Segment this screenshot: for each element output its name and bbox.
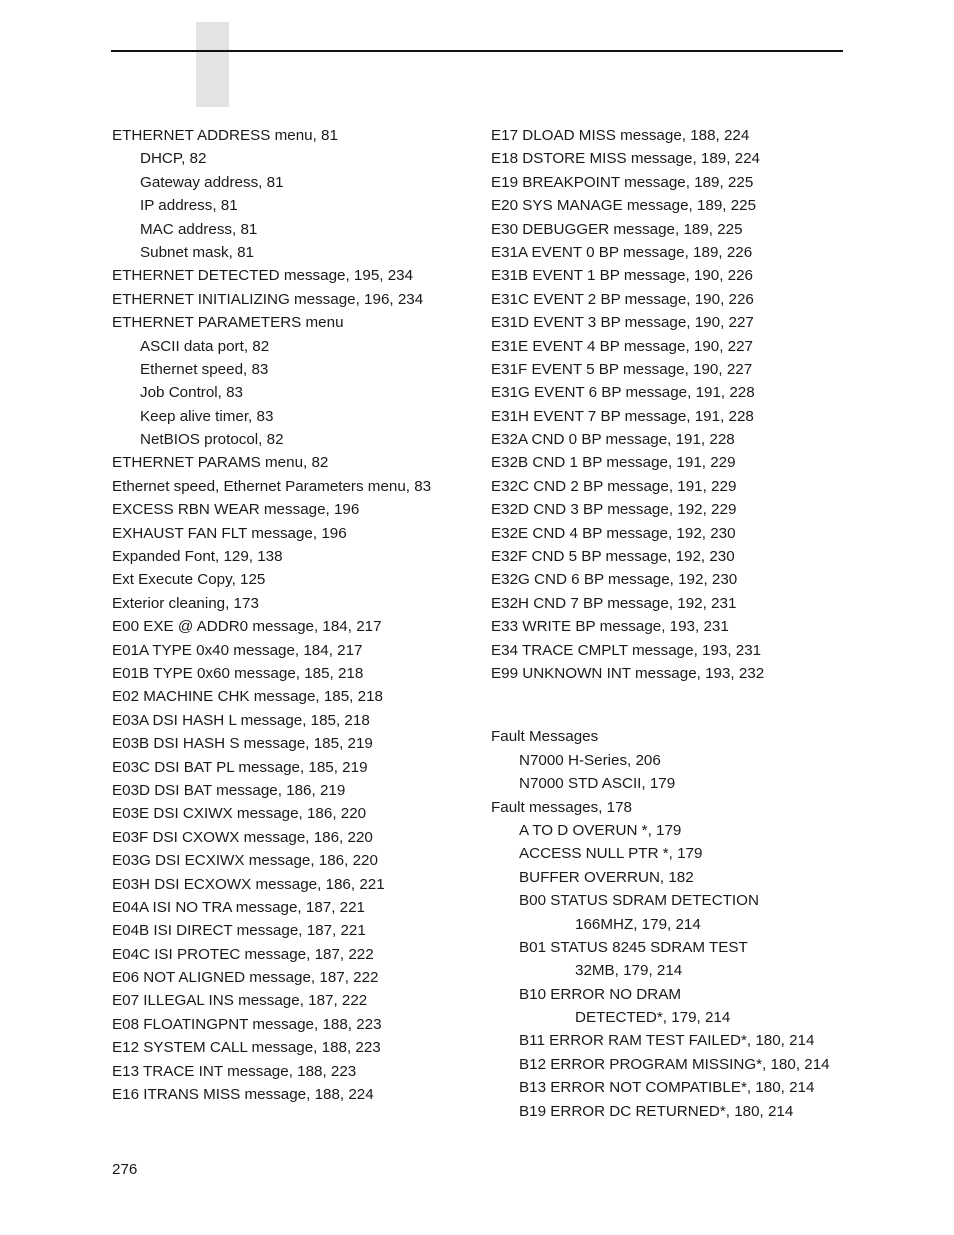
index-subentry: 166MHZ, 179, 214: [575, 915, 701, 933]
index-entry: ETHERNET PARAMS menu, 82: [112, 454, 329, 472]
index-subentry: N7000 STD ASCII, 179: [519, 775, 676, 793]
index-subentry: Keep alive timer, 83: [140, 407, 274, 425]
header-tab-block: [196, 22, 229, 107]
index-subentry: B10 ERROR NO DRAM: [519, 985, 682, 1003]
index-entry: E34 TRACE CMPLT message, 193, 231: [491, 641, 762, 659]
index-subentry: B11 ERROR RAM TEST FAILED*, 180, 214: [519, 1032, 815, 1050]
index-subentry: NetBIOS protocol, 82: [140, 431, 284, 449]
index-entry: E30 DEBUGGER message, 189, 225: [491, 220, 743, 238]
index-subentry: B13 ERROR NOT COMPATIBLE*, 180, 214: [519, 1079, 815, 1097]
index-subentry: ACCESS NULL PTR *, 179: [519, 845, 703, 863]
index-entry: E03A DSI HASH L message, 185, 218: [112, 711, 370, 729]
index-column-left: [112, 124, 482, 1106]
index-subentry: 32MB, 179, 214: [575, 962, 683, 980]
index-entry: E04C ISI PROTEC message, 187, 222: [112, 945, 374, 963]
index-entry: E20 SYS MANAGE message, 189, 225: [491, 197, 757, 215]
index-entry: E04A ISI NO TRA message, 187, 221: [112, 898, 365, 916]
index-entry: Fault Messages: [491, 728, 599, 746]
index-entry: E03E DSI CXIWX message, 186, 220: [112, 805, 367, 823]
index-entry: E31E EVENT 4 BP message, 190, 227: [491, 337, 754, 355]
index-entry: E32F CND 5 BP message, 192, 230: [491, 548, 735, 566]
index-entry: E32D CND 3 BP message, 192, 229: [491, 501, 737, 519]
index-entry: E12 SYSTEM CALL message, 188, 223: [112, 1039, 381, 1057]
index-subentry: B12 ERROR PROGRAM MISSING*, 180, 214: [519, 1055, 830, 1073]
index-subentry: MAC address, 81: [140, 220, 258, 238]
index-entry: Ext Execute Copy, 125: [112, 571, 266, 589]
index-subentry: N7000 H-Series, 206: [519, 751, 661, 769]
index-entry: E19 BREAKPOINT message, 189, 225: [491, 173, 754, 191]
index-entry: E06 NOT ALIGNED message, 187, 222: [112, 969, 379, 987]
index-entry: EXHAUST FAN FLT message, 196: [112, 524, 347, 542]
index-entry: E32B CND 1 BP message, 191, 229: [491, 454, 736, 472]
index-entry: E03B DSI HASH S message, 185, 219: [112, 735, 373, 753]
index-entry: E31A EVENT 0 BP message, 189, 226: [491, 243, 753, 261]
index-entry: Exterior cleaning, 173: [112, 594, 259, 612]
page-number: 276: [112, 1161, 138, 1178]
index-entry: E31B EVENT 1 BP message, 190, 226: [491, 267, 754, 285]
index-entry: E32C CND 2 BP message, 191, 229: [491, 477, 737, 495]
index-entry: E13 TRACE INT message, 188, 223: [112, 1062, 357, 1080]
index-subentry: Gateway address, 81: [140, 173, 284, 191]
index-entry: ETHERNET ADDRESS menu, 81: [112, 127, 338, 144]
index-entry: E16 ITRANS MISS message, 188, 224: [112, 1086, 374, 1104]
index-entry: E31H EVENT 7 BP message, 191, 228: [491, 407, 754, 425]
index-entry: E32G CND 6 BP message, 192, 230: [491, 571, 738, 589]
index-entry: E18 DSTORE MISS message, 189, 224: [491, 150, 761, 168]
index-entry: E03C DSI BAT PL message, 185, 219: [112, 758, 368, 776]
index-subentry: Subnet mask, 81: [140, 243, 254, 261]
index-entry: ETHERNET PARAMETERS menu: [112, 314, 344, 332]
index-entry: E17 DLOAD MISS message, 188, 224: [491, 127, 750, 144]
index-entry: E04B ISI DIRECT message, 187, 221: [112, 922, 366, 940]
section-gap: [491, 685, 851, 725]
index-subentry: DETECTED*, 179, 214: [575, 1009, 731, 1027]
index-subentry: B01 STATUS 8245 SDRAM TEST: [519, 938, 748, 956]
index-entry: E99 UNKNOWN INT message, 193, 232: [491, 664, 765, 682]
index-column-right: [491, 124, 851, 1123]
index-entry: E01A TYPE 0x40 message, 184, 217: [112, 641, 363, 659]
index-entry: ETHERNET INITIALIZING message, 196, 234: [112, 290, 424, 308]
index-subentry: IP address, 81: [140, 197, 238, 215]
index-subentry: Job Control, 83: [140, 384, 243, 402]
index-entry: E03F DSI CXOWX message, 186, 220: [112, 828, 373, 846]
index-entry: Fault messages, 178: [491, 798, 632, 816]
index-entry: E02 MACHINE CHK message, 185, 218: [112, 688, 383, 706]
index-entry: E07 ILLEGAL INS message, 187, 222: [112, 992, 368, 1010]
index-subentry: BUFFER OVERRUN, 182: [519, 868, 694, 886]
index-entry: ETHERNET DETECTED message, 195, 234: [112, 267, 414, 285]
index-entry: E31C EVENT 2 BP message, 190, 226: [491, 290, 754, 308]
index-entry: E31D EVENT 3 BP message, 190, 227: [491, 314, 754, 332]
index-entry: E00 EXE @ ADDR0 message, 184, 217: [112, 618, 382, 636]
index-entry: E31G EVENT 6 BP message, 191, 228: [491, 384, 755, 402]
index-subentry: DHCP, 82: [140, 150, 207, 168]
index-entry: E03D DSI BAT message, 186, 219: [112, 781, 346, 799]
index-entry: EXCESS RBN WEAR message, 196: [112, 501, 360, 519]
index-subentry: B00 STATUS SDRAM DETECTION: [519, 892, 759, 910]
index-subentry: B19 ERROR DC RETURNED*, 180, 214: [519, 1102, 794, 1120]
index-entry: E03H DSI ECXOWX message, 186, 221: [112, 875, 385, 893]
index-entry: E32H CND 7 BP message, 192, 231: [491, 594, 737, 612]
index-entry: E33 WRITE BP message, 193, 231: [491, 618, 729, 636]
index-entry: E32A CND 0 BP message, 191, 228: [491, 431, 735, 449]
index-subentry: A TO D OVERUN *, 179: [519, 821, 682, 839]
index-entry: E01B TYPE 0x60 message, 185, 218: [112, 664, 364, 682]
index-entry: E31F EVENT 5 BP message, 190, 227: [491, 360, 753, 378]
index-entry: E08 FLOATINGPNT message, 188, 223: [112, 1015, 382, 1033]
index-entry: Ethernet speed, Ethernet Parameters menu, 83: [112, 477, 432, 495]
header-rule: [111, 50, 843, 52]
index-entry: Expanded Font, 129, 138: [112, 548, 283, 566]
index-entry: E03G DSI ECXIWX message, 186, 220: [112, 852, 378, 870]
index-subentry: Ethernet speed, 83: [140, 360, 269, 378]
index-entry: E32E CND 4 BP message, 192, 230: [491, 524, 736, 542]
index-subentry: ASCII data port, 82: [140, 337, 270, 355]
